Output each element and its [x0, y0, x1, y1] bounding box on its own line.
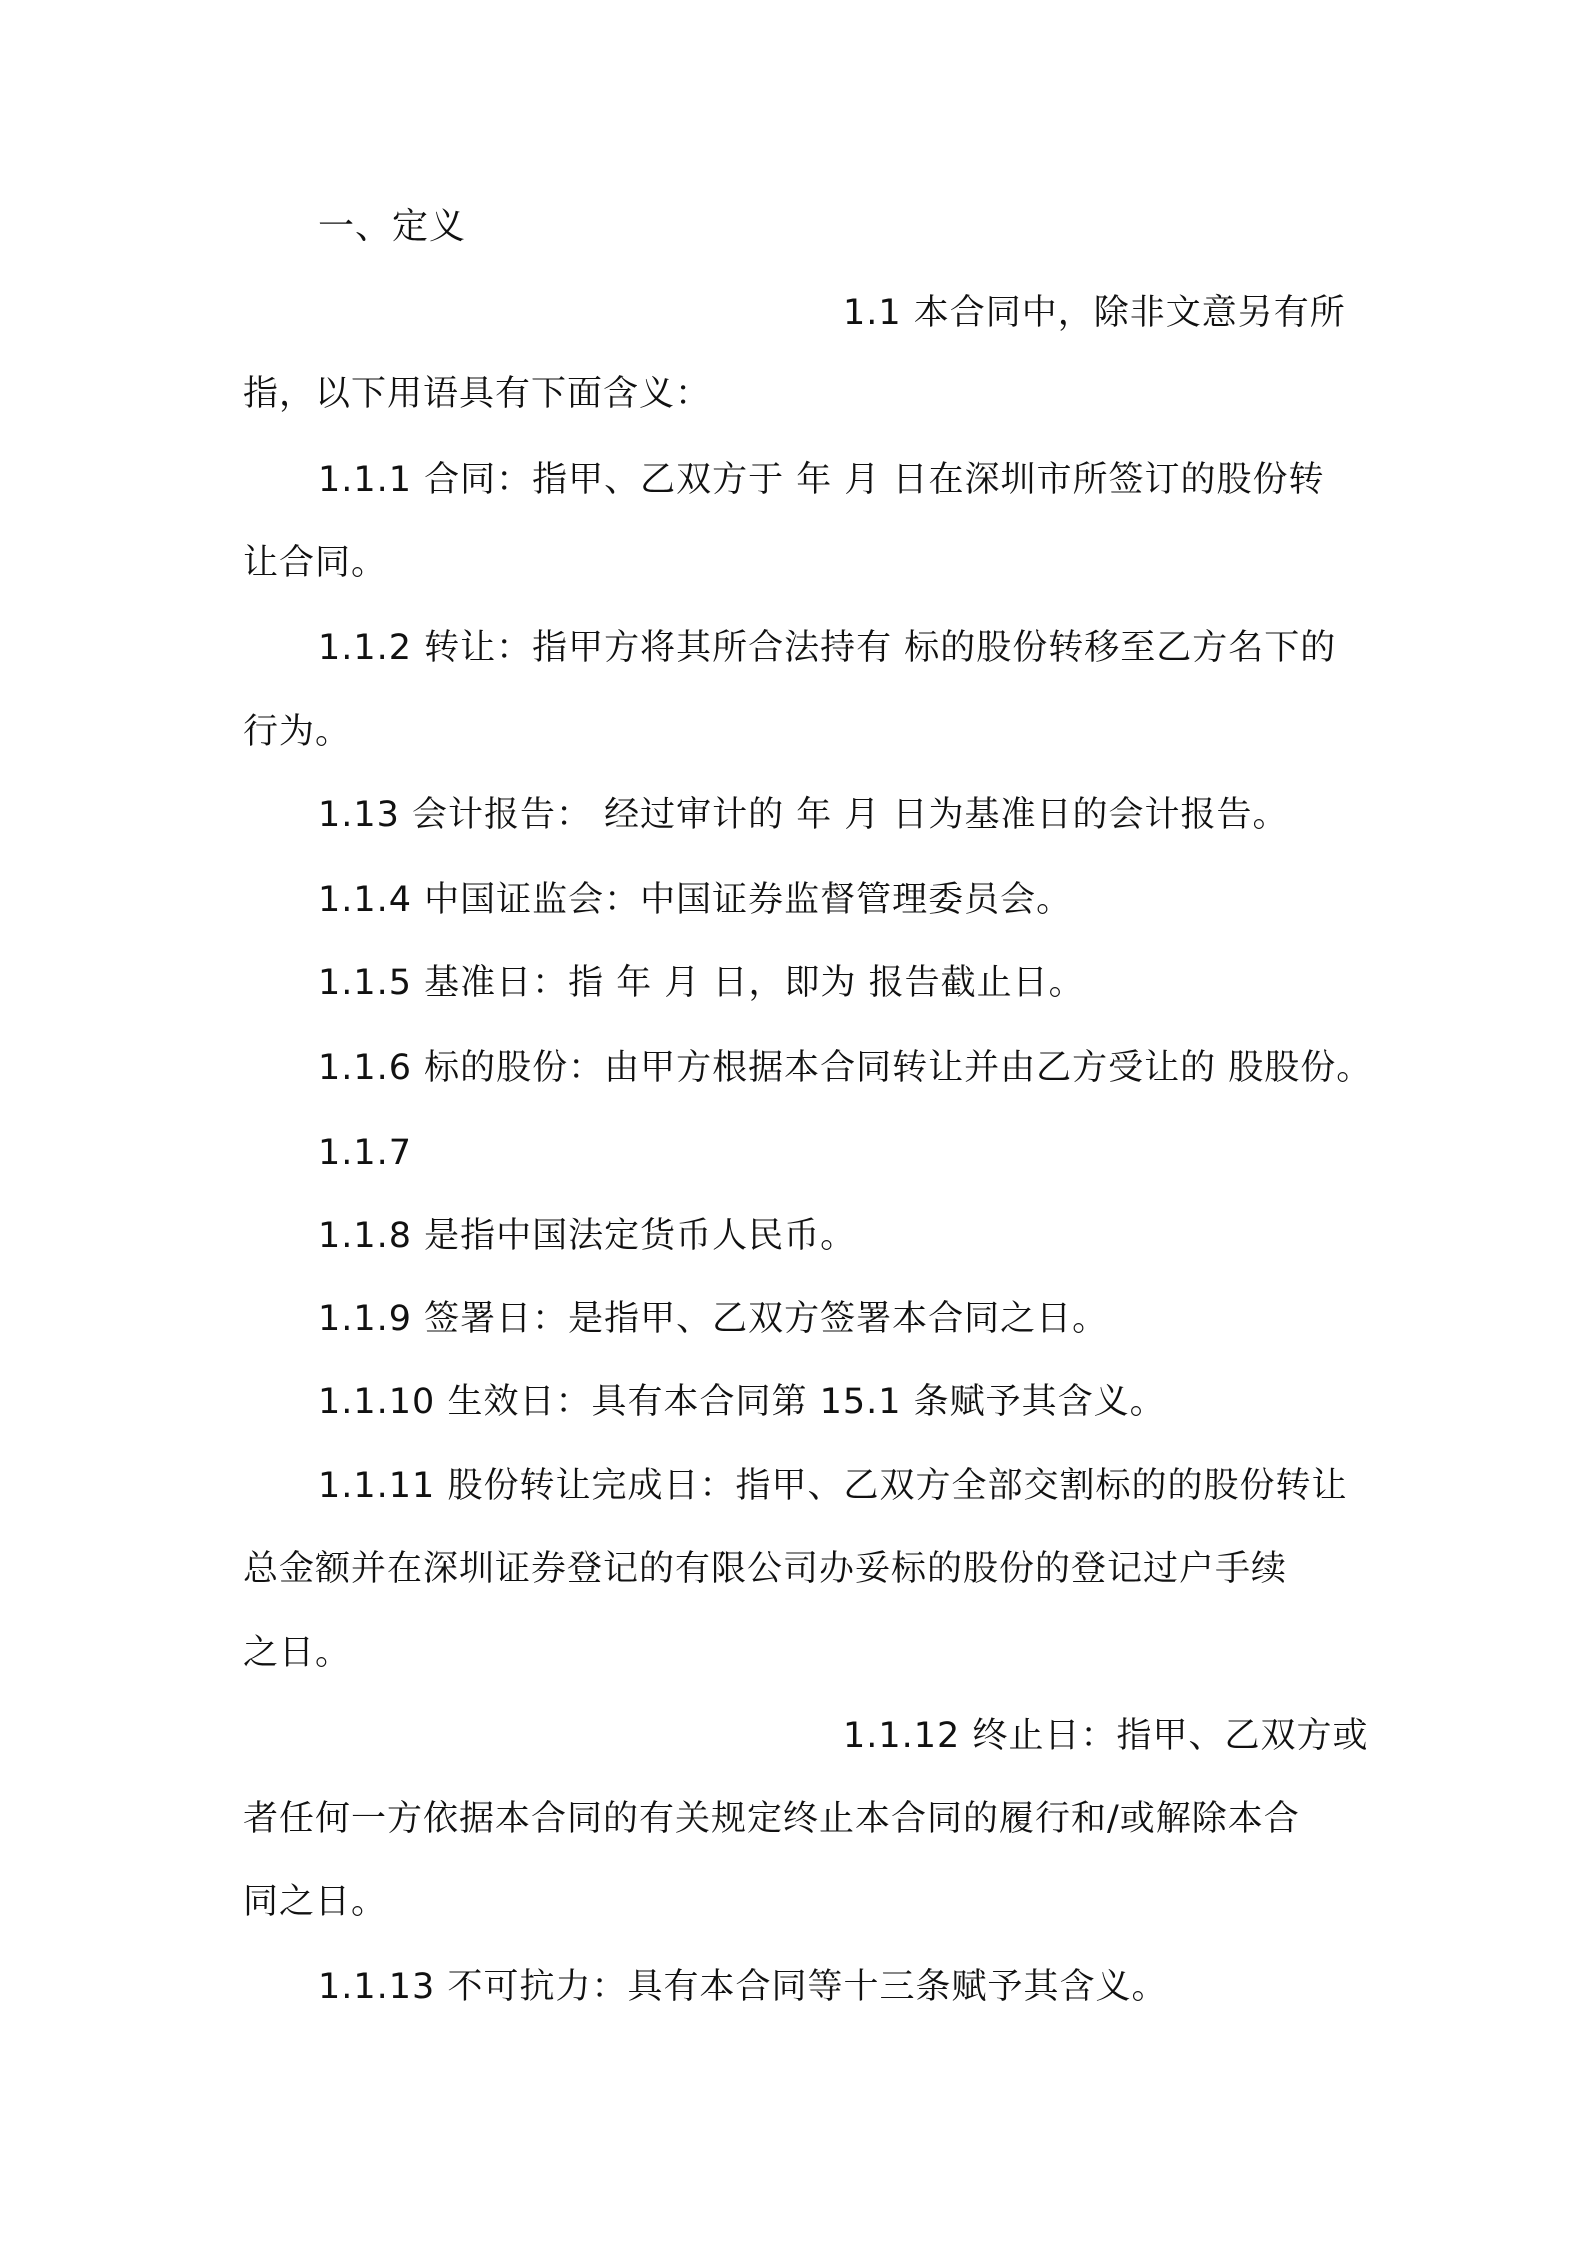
- paragraph-line: 让合同。: [243, 543, 388, 583]
- paragraph-line: 总金额并在深圳证券登记的有限公司办妥标的股份的登记过户手续: [243, 1549, 1288, 1589]
- paragraph-line: 1.1.5 基准日：指 年 月 日，即为 报告截止日。: [318, 963, 1085, 1003]
- paragraph-line: 1.1.12 终止日：指甲、乙双方或: [843, 1716, 1369, 1756]
- paragraph-line: 同之日。: [243, 1882, 388, 1922]
- paragraph-line: 之日。: [243, 1633, 352, 1673]
- paragraph-line: 指，以下用语具有下面含义：: [243, 374, 712, 414]
- paragraph-line: 1.1.1 合同：指甲、乙双方于 年 月 日在深圳市所签订的股份转: [318, 460, 1325, 500]
- paragraph-line: 1.1.6 标的股份：由甲方根据本合同转让并由乙方受让的 股股份。: [318, 1048, 1373, 1088]
- paragraph-line: 者任何一方依据本合同的有关规定终止本合同的履行和/或解除本合: [243, 1799, 1300, 1839]
- paragraph-line: 1.1.2 转让：指甲方将其所合法持有 标的股份转移至乙方名下的: [318, 628, 1337, 668]
- paragraph-line: 1.1.10 生效日：具有本合同第 15.1 条赋予其含义。: [318, 1382, 1166, 1422]
- paragraph-line: 1.1.4 中国证监会：中国证券监督管理委员会。: [318, 880, 1073, 920]
- section-heading: 一、定义: [318, 206, 467, 247]
- paragraph-line: 行为。: [243, 712, 352, 752]
- paragraph-line: 1.1.11 股份转让完成日：指甲、乙双方全部交割标的的股份转让: [318, 1466, 1348, 1506]
- paragraph-line: 1.13 会计报告： 经过审计的 年 月 日为基准日的会计报告。: [318, 795, 1289, 835]
- paragraph-line: 1.1.9 签署日：是指甲、乙双方签署本合同之日。: [318, 1299, 1109, 1339]
- paragraph-line: 1.1.7: [318, 1133, 413, 1173]
- paragraph-line: 1.1.8 是指中国法定货币人民币。: [318, 1216, 857, 1256]
- paragraph-line: 1.1.13 不可抗力：具有本合同等十三条赋予其含义。: [318, 1967, 1168, 2007]
- paragraph-line: 1.1 本合同中，除非文意另有所: [843, 293, 1346, 333]
